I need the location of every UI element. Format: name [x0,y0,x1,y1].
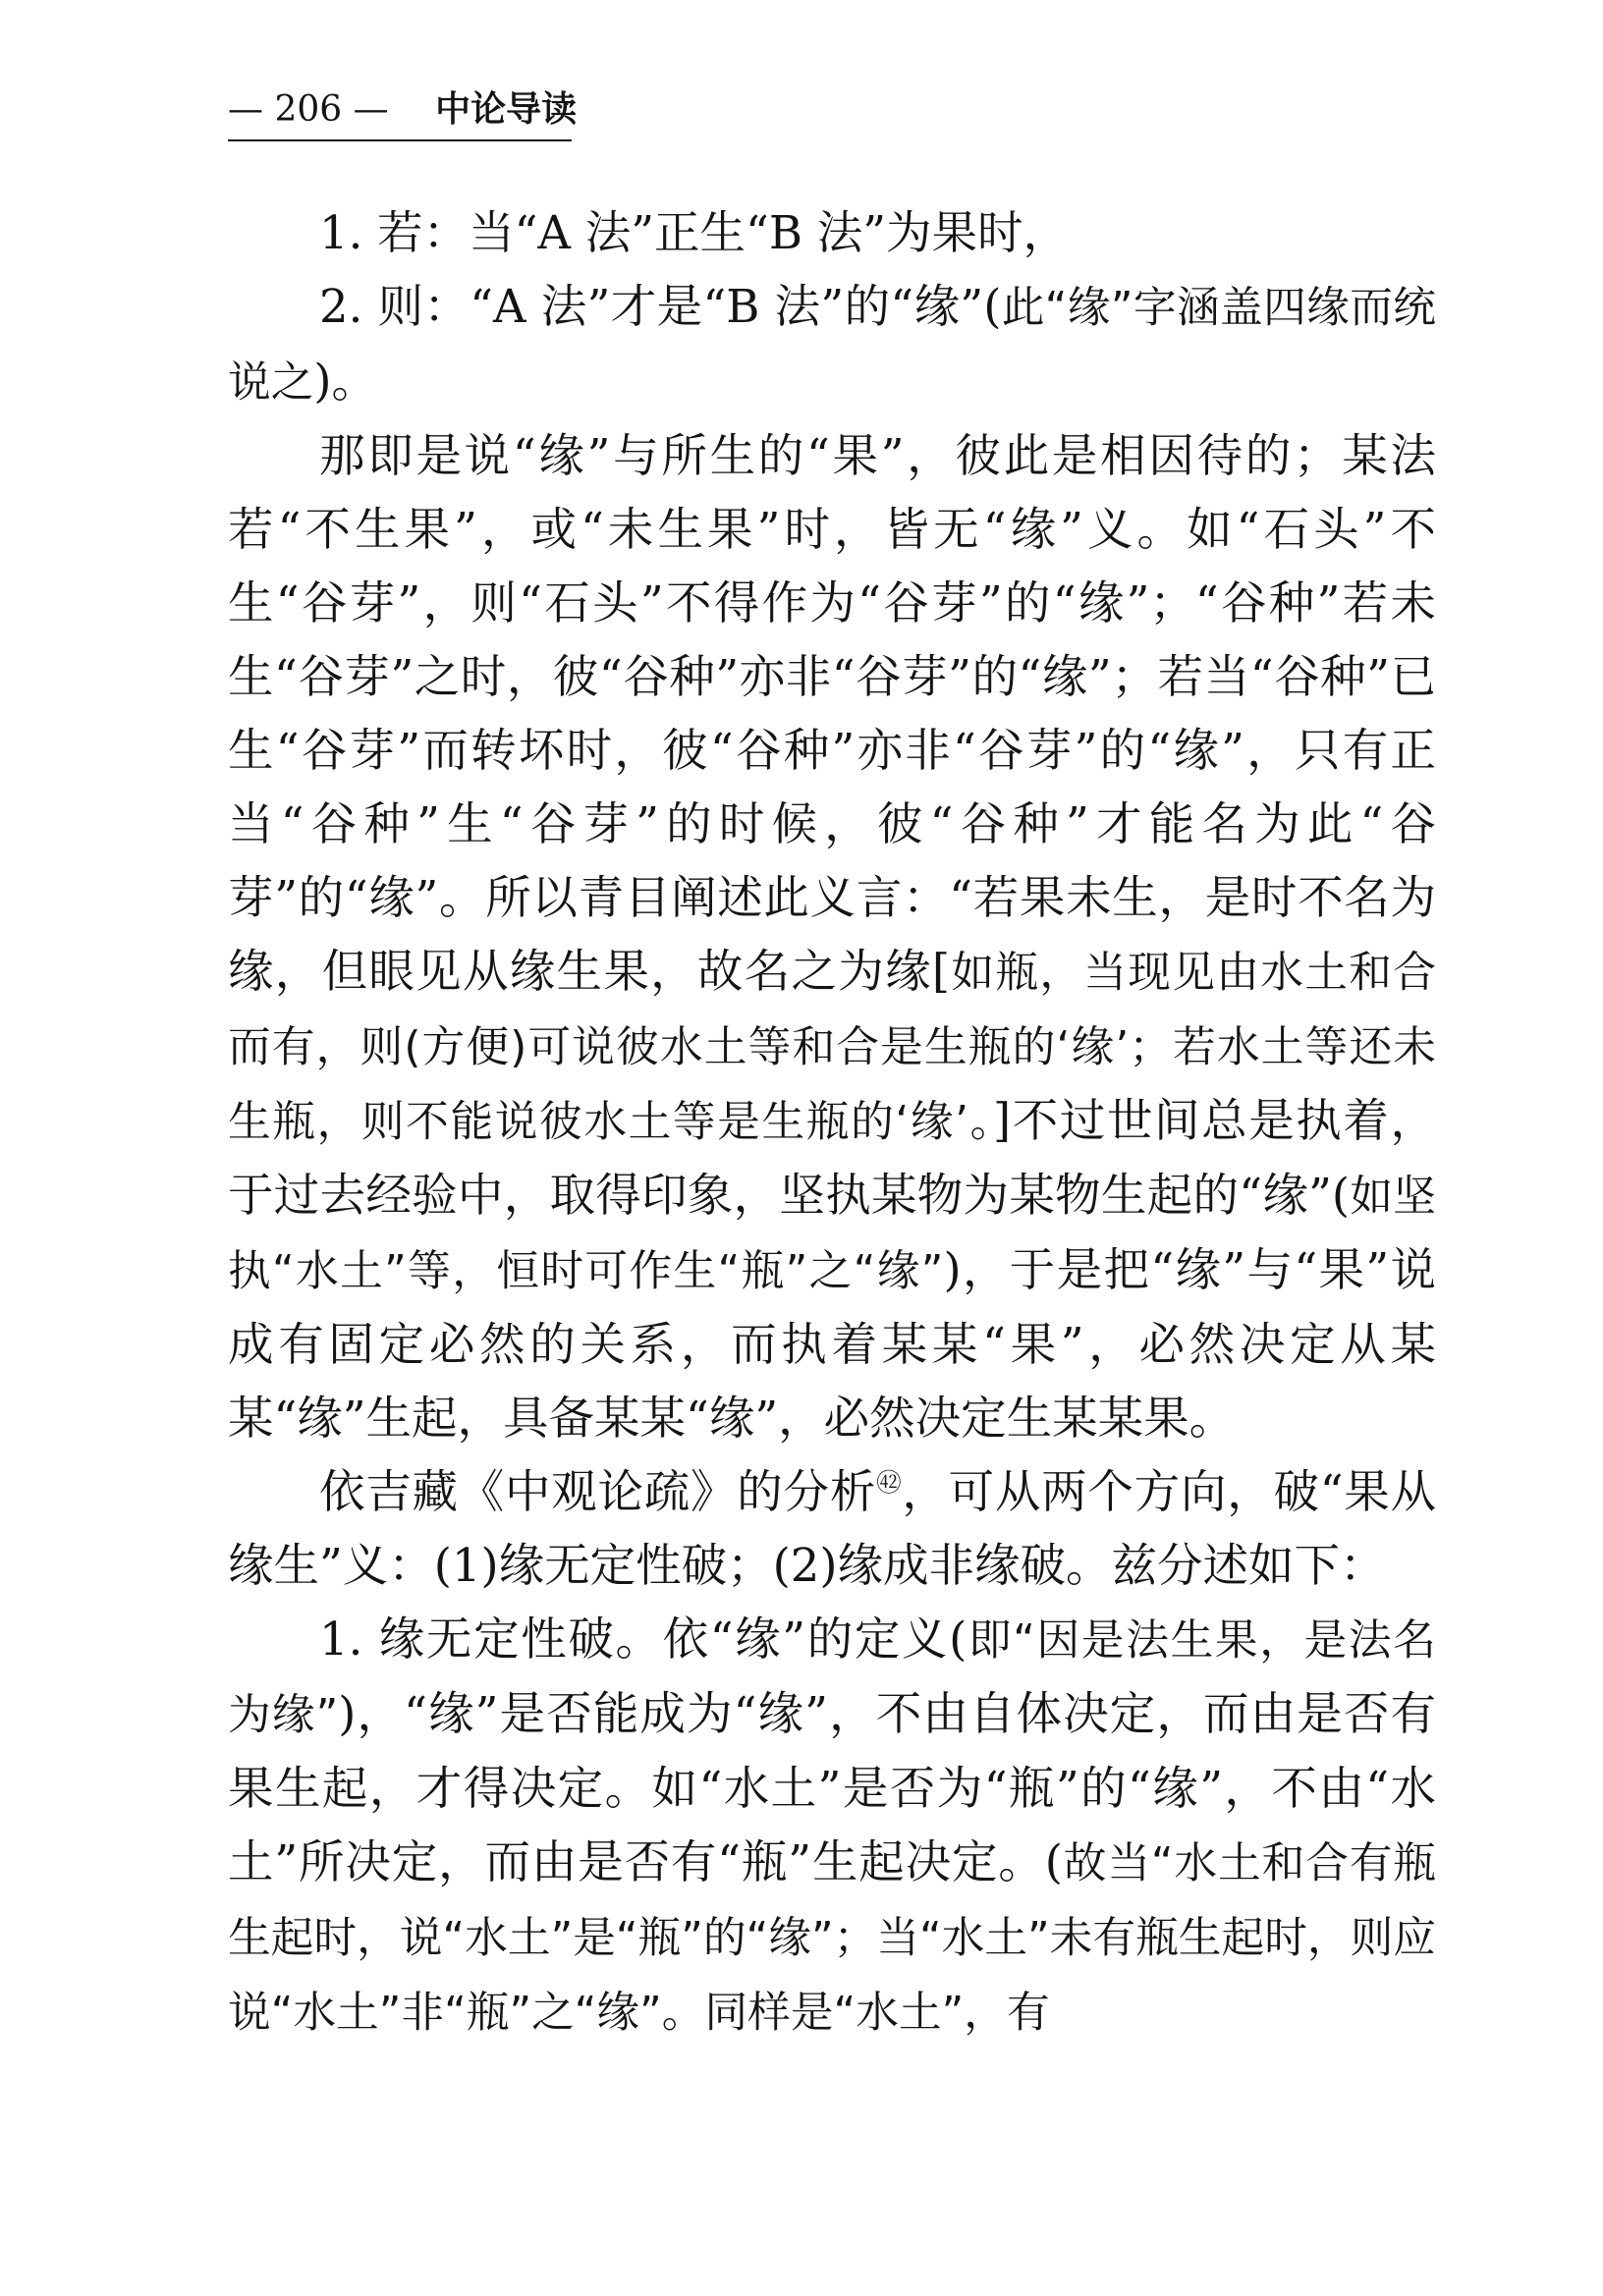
text-segment: )，“缘”是否能成为“缘”，不由自体决定，而由是否有果生起，才得决定。如“水土”是否为“瓶”的“缘”，不由“水土”所决定，而由是否有“瓶”生起决定。( [228,1687,1436,1888]
page-number: — 206 — [228,89,389,130]
text-segment: 那即是说“缘”与所生的“果”，彼此是相因待的；某法若“不生果”，或“未生果”时，皆无“缘”义。如“石头”不生“谷芽”，则“石头”不得作为“谷芽”的“缘”；“谷种”若未生“谷芽”之时，彼“谷种”亦非“谷芽”的“缘”；若当“谷种”已生“谷芽”而转坏时，彼“谷种”亦非“谷芽”的“缘”，只有正当“谷种”生“谷芽”的时候，彼“谷种”才能名为此“谷芽”的“缘”。所以青目阐述此义言：“若果未生，是时不名为缘，但眼见从缘生果，故名之为缘[ [228,429,1436,998]
text-segment: 1. 缘无定性破。依“缘”的定义( [319,1613,967,1666]
book-title: 中论导读 [435,89,578,130]
text-segment: 此“缘”字涵盖四缘而统说之 [228,283,1436,408]
paragraph [228,1455,1436,1603]
paragraph [228,270,1436,419]
text-segment: ]不过世间总是执着，于过去经验中，取得印象，坚执某物为某物生起的“缘”( [228,1094,1436,1222]
text-segment: 如瓶，当现见由水土和合而有，则(方便)可说彼水土等和合是生瓶的‘缘’；若水土等还未生瓶，则不能说彼水土等是生瓶的‘缘’。 [228,948,1436,1147]
text-segment: )。 [313,355,378,408]
text-segment: ，可从两个方向，破“果从缘生”义：(1)缘无定性破；(2)缘成非缘破。兹分述如下： [228,1465,1436,1592]
text-segment: 故当“水土和合有瓶生起时，说“水土”是“瓶”的“缘”；当“水土”未有瓶生起时，则应说“水土”非“瓶”之“缘”。同样是“水土”，有 [228,1838,1437,2038]
text-segment: 2. 则：“A 法”才是“B 法”的“缘”( [319,280,1002,333]
text-segment: 即“因是法生果，是法名为缘” [228,1615,1436,1740]
text-segment: 1. 若：当“A 法”正生“B 法”为果时， [319,206,1070,259]
text-segment: 依吉藏《中观论疏》的分析 [319,1465,877,1518]
footnote-marker: ㊷ [876,1468,903,1499]
text-segment: )，于是把“缘”与“果”说成有固定必然的关系，而执着某某“果”，必然决定从某某“缘”生起，具备某某“缘”，必然决定生某某果。 [228,1243,1436,1445]
text-segment: 如坚执“水土”等，恒时可作生“瓶”之“缘” [228,1172,1437,1296]
running-header [228,88,578,141]
paragraph [228,419,1436,1455]
paragraph [228,196,1436,270]
body-text [228,196,1436,2050]
paragraph [228,1603,1436,2050]
